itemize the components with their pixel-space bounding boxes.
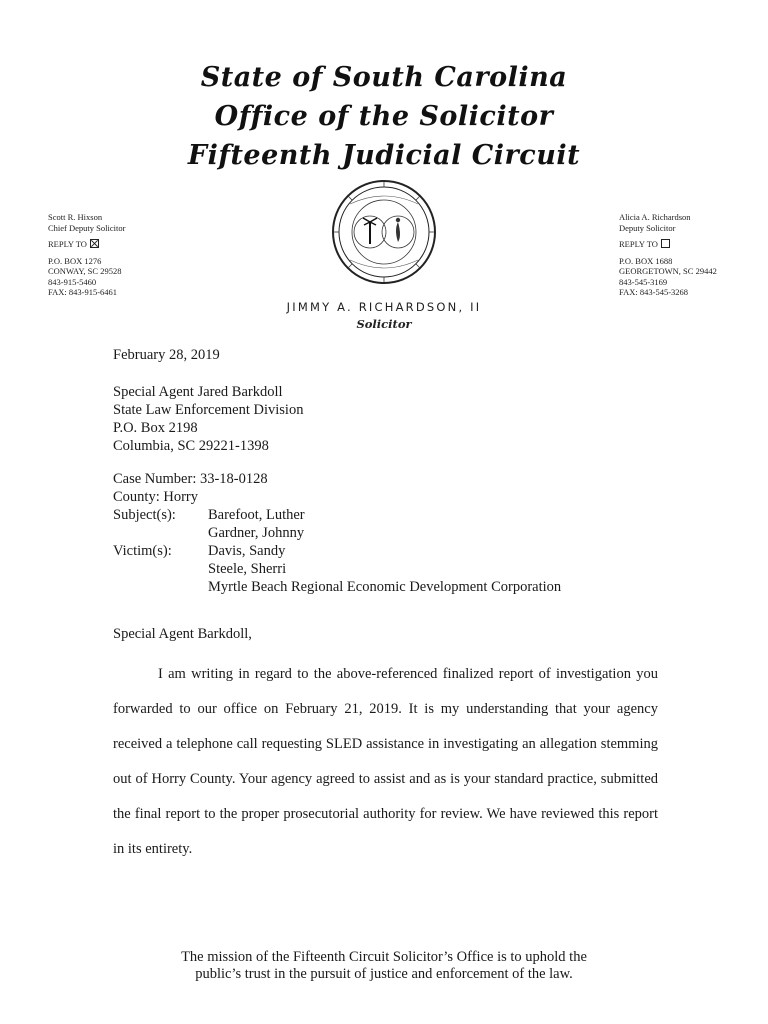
victims-label: Victim(s): (113, 543, 172, 559)
salutation: Special Agent Barkdoll, (113, 626, 252, 642)
victim-name: Davis, Sandy (208, 543, 286, 559)
case-info (113, 470, 561, 596)
right-contact-title: Deputy Solicitor (619, 222, 676, 233)
subject-name: Barefoot, Luther (208, 507, 305, 523)
recipient-line: Columbia, SC 29221-1398 (113, 438, 269, 454)
recipient-line: Special Agent Jared Barkdoll (113, 384, 283, 400)
left-contact-title: Chief Deputy Solicitor (48, 222, 126, 233)
subject-name: Gardner, Johnny (208, 525, 305, 541)
body-paragraph (113, 657, 658, 867)
mission-line: public’s trust in the pursuit of justice and enforcement of the law. (195, 966, 573, 982)
mission-line: The mission of the Fifteenth Circuit Solicitor’s Office is to uphold the (181, 949, 587, 965)
mission-statement (0, 949, 768, 983)
right-reply-to[interactable] (619, 239, 717, 250)
recipient-line: State Law Enforcement Division (113, 402, 304, 418)
right-address-line: P.O. BOX 1688 (619, 255, 673, 266)
left-address-line: P.O. BOX 1276 (48, 255, 102, 266)
left-contact-name: Scott R. Hixson (48, 212, 103, 222)
state-seal-icon (330, 178, 438, 286)
letterhead-line-3: Fifteenth Judicial Circuit (187, 140, 581, 171)
left-reply-to[interactable] (48, 239, 125, 250)
letterhead-line-1: State of South Carolina (200, 62, 568, 93)
victim-name: Steele, Sherri (208, 561, 287, 577)
right-fax: FAX: 843-545-3268 (619, 287, 689, 297)
right-contact-name: Alicia A. Richardson (619, 212, 691, 222)
right-reply-label: REPLY TO (619, 239, 658, 249)
right-contact-block (619, 212, 717, 298)
left-reply-label: REPLY TO (48, 239, 87, 249)
case-number: Case Number: 33-18-0128 (113, 471, 268, 487)
right-address-line: GEORGETOWN, SC 29442 (619, 266, 717, 276)
recipient-address (113, 383, 303, 455)
right-reply-checkbox[interactable] (661, 239, 670, 248)
case-county: County: Horry (113, 489, 198, 505)
subjects-label: Subject(s): (113, 507, 176, 523)
body-paragraph-text: I am writing in regard to the above-referenced finalized report of investigation you forwarded to our office on February 21, 2019. It is my understanding that your agency received a telephone call requesting SLED assistance in investigating an allegation stemming out of Horry County. Your agency agreed to assist and as is your standard practice, submitted the final report to the proper prosecutorial authority for review. We have reviewed this report in its entirety. (113, 666, 658, 857)
left-contact-block (48, 212, 125, 298)
left-fax: FAX: 843-915-6461 (48, 287, 118, 297)
left-reply-checkbox[interactable] (90, 239, 99, 248)
victim-name: Myrtle Beach Regional Economic Development Corporation (208, 579, 562, 595)
letter-date: February 28, 2019 (113, 347, 220, 363)
left-address-line: CONWAY, SC 29528 (48, 266, 122, 276)
solicitor-title: Solicitor (356, 317, 412, 331)
right-phone: 843-545-3169 (619, 276, 668, 287)
left-phone: 843-915-5460 (48, 276, 97, 287)
recipient-line: P.O. Box 2198 (113, 420, 198, 436)
solicitor-name: JIMMY A. RICHARDSON, II (286, 300, 482, 314)
letterhead-line-2: Office of the Solicitor (214, 101, 554, 132)
